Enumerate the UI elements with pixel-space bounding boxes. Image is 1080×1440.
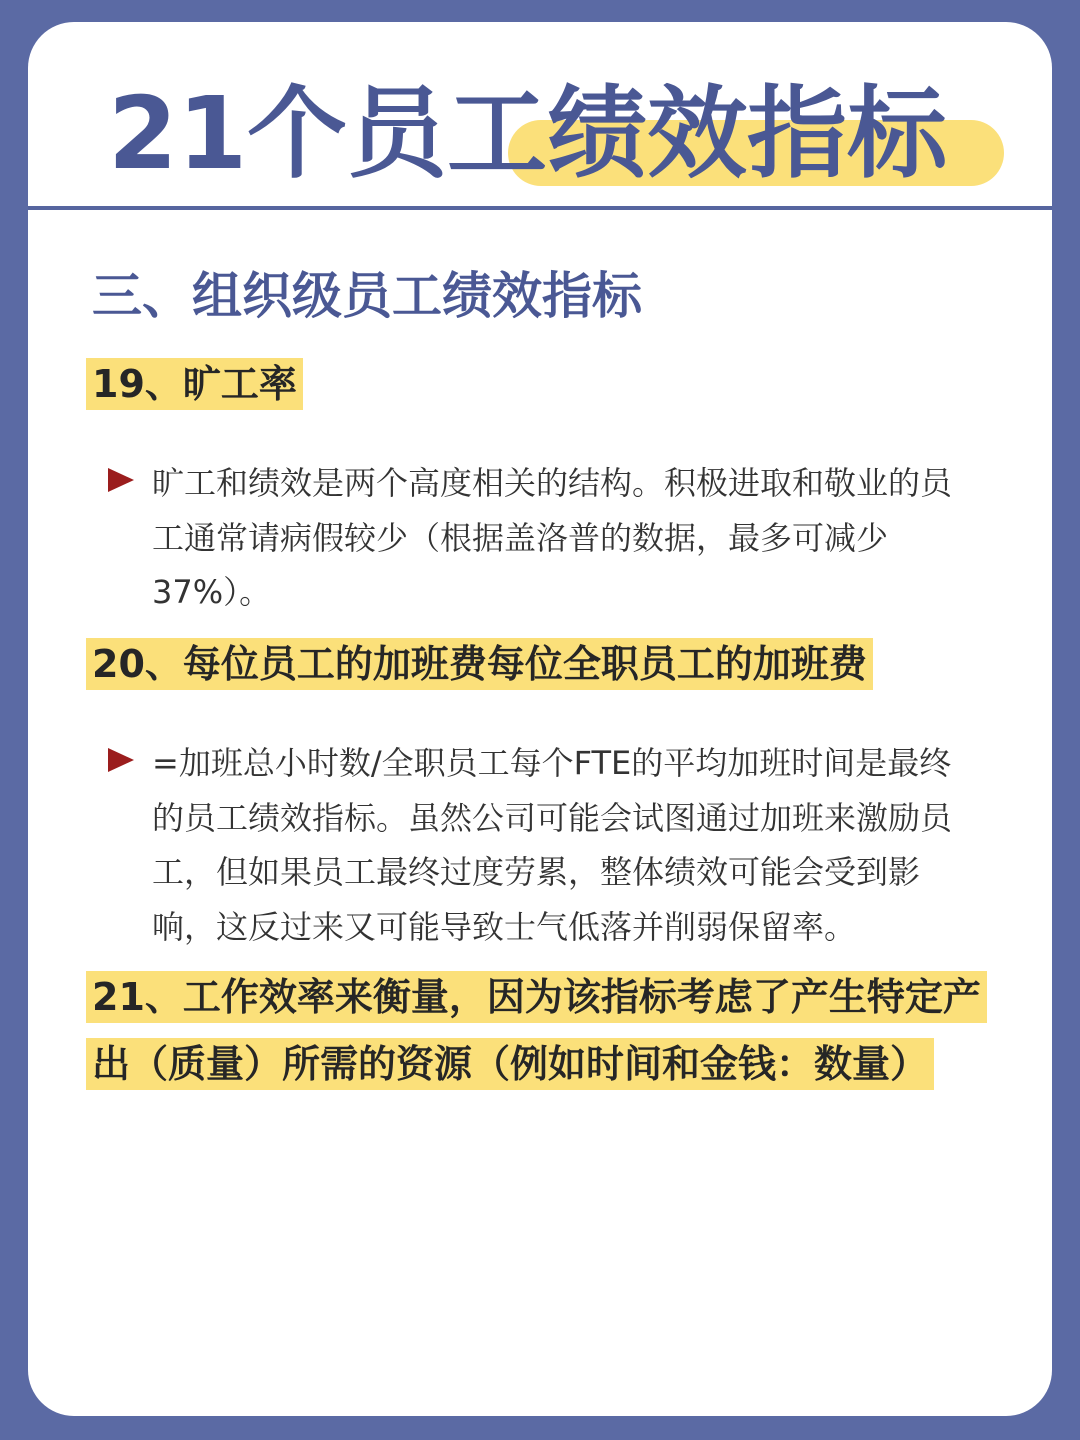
item-title-21-text: 21、工作效率来衡量，因为该指标考虑了产生特定产出（质量）所需的资源（例如时间和金钱：数量） [86,971,987,1090]
item-title-21 [86,964,986,1098]
page-title: 21个员工绩效指标 [108,75,948,192]
item-title-20-text: 20、每位员工的加班费每位全职员工的加班费 [86,638,873,690]
item-description-19: 旷工和绩效是两个高度相关的结构。积极进取和敬业的员工通常请病假较少（根据盖洛普的数据，最多可减少37%）。 [152,464,953,611]
arrowhead-right-icon [108,468,134,492]
content-card [28,22,1052,1416]
section-heading: 三、组织级员工绩效指标 [92,267,642,325]
arrowhead-right-icon [108,748,134,772]
title-divider [28,206,1052,210]
item-bullet-19 [108,456,988,620]
item-title-20 [86,632,873,696]
title-banner [28,22,1052,208]
item-description-20: =加班总小时数/全职员工每个FTE的平均加班时间是最终的员工绩效指标。虽然公司可能会试图通过加班来激励员工，但如果员工最终过度劳累，整体绩效可能会受到影响，这反过来又可能导致士气低落并削弱保留率。 [152,744,953,946]
item-bullet-20 [108,736,988,954]
item-title-19 [86,352,303,416]
item-title-19-text: 19、旷工率 [86,358,303,410]
